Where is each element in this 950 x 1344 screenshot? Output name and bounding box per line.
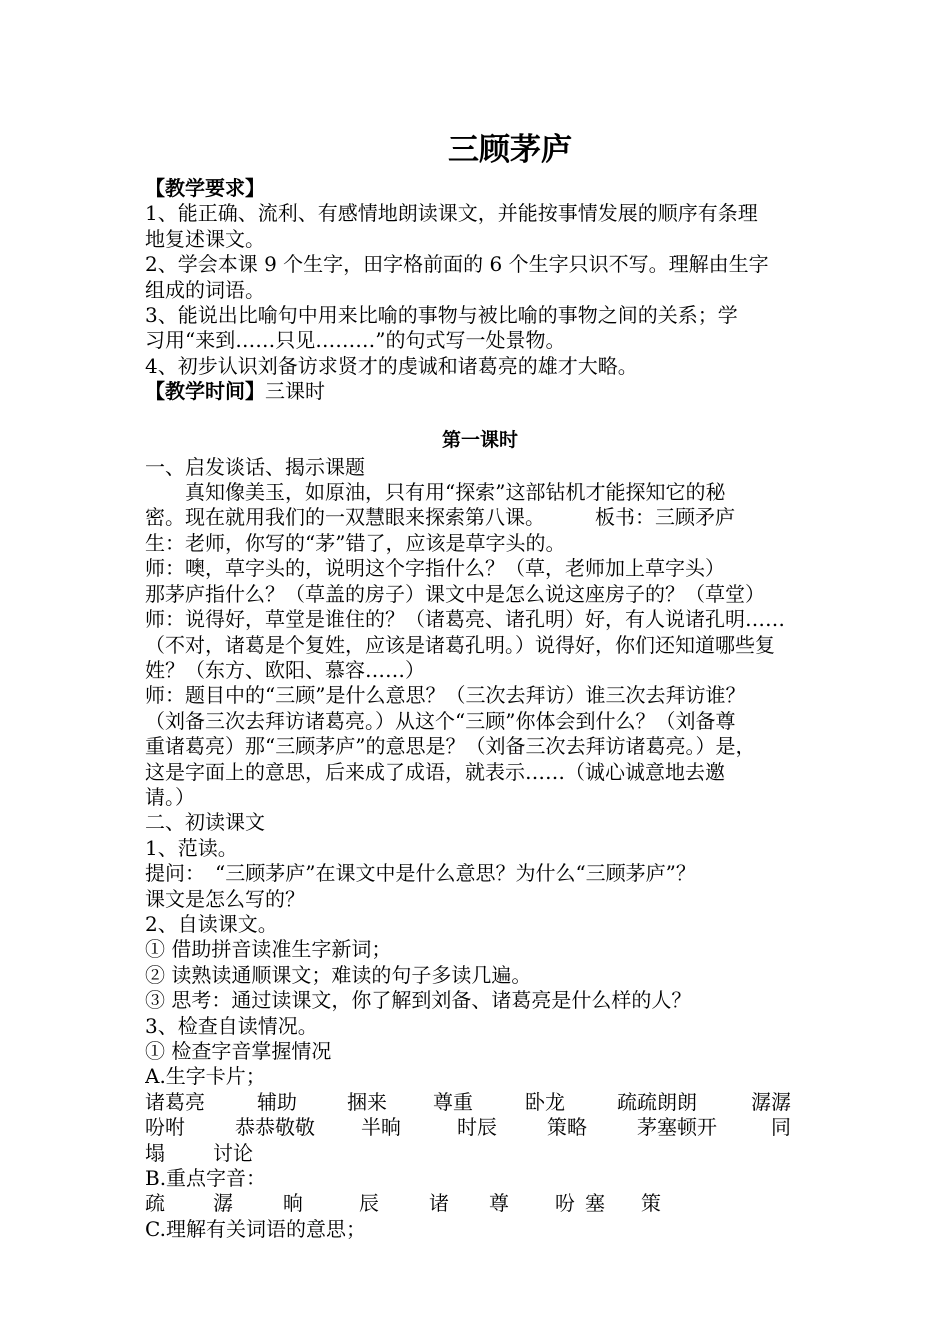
key-character: 策 <box>641 1191 661 1216</box>
lesson-heading: 第一课时 <box>441 428 518 451</box>
word-card-row <box>145 1115 815 1140</box>
word-card: 策略 <box>547 1115 587 1140</box>
document-page <box>145 130 815 1242</box>
paragraph-line: 3、能说出比喻句中用来比喻的事物与被比喻的事物之间的关系；学 <box>145 303 738 328</box>
key-character: 诸 <box>429 1191 449 1216</box>
word-card: 疏疏朗朗 <box>617 1089 697 1114</box>
word-card: 潺潺 <box>751 1089 791 1114</box>
key-character: 塞 <box>585 1191 605 1216</box>
paragraph-line: 1、能正确、流利、有感情地朗读课文，并能按事情发展的顺序有条理 <box>145 201 758 226</box>
word-card: 诸葛亮 <box>145 1089 205 1114</box>
paragraph-line: 请。） <box>145 784 195 809</box>
paragraph-line: 地复述课文。 <box>145 226 265 251</box>
teaching-time-value: 三课时 <box>265 379 325 404</box>
key-character-row <box>145 1191 815 1216</box>
paragraph-line: 生：老师，你写的“茅”错了，应该是草字头的。 <box>145 530 566 555</box>
section-heading-time: 【教学时间】 <box>145 379 265 404</box>
word-card-row <box>145 1141 815 1166</box>
teaching-time-line <box>145 379 815 404</box>
paragraph-line: 课文是怎么写的？ <box>145 886 305 911</box>
word-card-row <box>145 1090 815 1115</box>
word-card: 卧龙 <box>525 1089 565 1114</box>
key-character: 尊 <box>489 1191 509 1216</box>
paragraph-line: ② 读熟读通顺课文；难读的句子多读几遍。 <box>145 962 532 987</box>
document-title: 三顾茅庐 <box>448 132 572 168</box>
paragraph-line: 这是字面上的意思，后来成了成语，就表示……（诚心诚意地去邀 <box>145 759 725 784</box>
paragraph-line: ① 借助拼音读准生字新词； <box>145 937 392 962</box>
word-card: 捆来 <box>347 1089 387 1114</box>
paragraph-line: 密。现在就用我们的一双慧眼来探索第八课。 板书：三顾矛庐 <box>145 505 735 530</box>
paragraph-line: （刘备三次去拜访诸葛亮。）从这个“三顾”你体会到什么？（刘备尊 <box>145 708 736 733</box>
paragraph-line: 一、启发谈话、揭示课题 <box>145 454 365 479</box>
paragraph-line: 师：题目中的“三顾”是什么意思？（三次去拜访）谁三次去拜访谁？ <box>145 683 746 708</box>
paragraph-line: 2、学会本课 9 个生字，田字格前面的 6 个生字只识不写。理解由生字 <box>145 252 769 277</box>
word-card: 塌 <box>145 1140 165 1165</box>
paragraph-line: 组成的词语。 <box>145 277 265 302</box>
paragraph-line: 1、范读。 <box>145 835 238 860</box>
paragraph-line: 二、初读课文 <box>145 810 265 835</box>
paragraph-line: 重诸葛亮）那“三顾茅庐”的意思是？（刘备三次去拜访诸葛亮。）是， <box>145 734 756 759</box>
word-card: 同 <box>771 1115 791 1140</box>
paragraph-line: 3、检查自读情况。 <box>145 1013 318 1038</box>
paragraph-line: A.生字卡片； <box>145 1064 266 1089</box>
word-card: 尊重 <box>433 1089 473 1114</box>
key-character: 辰 <box>359 1191 379 1216</box>
paragraph-line: ③ 思考：通过读课文，你了解到刘备、诸葛亮是什么样的人？ <box>145 988 692 1013</box>
paragraph-line: 姓？（东方、欧阳、慕容……） <box>145 657 425 682</box>
paragraph-line: 提问： “三顾茅庐”在课文中是什么意思？为什么“三顾茅庐”？ <box>145 861 696 886</box>
paragraph-line: C.理解有关词语的意思； <box>145 1216 366 1241</box>
key-character: 潺 <box>213 1191 233 1216</box>
word-card: 吩咐 <box>145 1115 185 1140</box>
key-character: 疏 <box>145 1191 165 1216</box>
word-card: 半晌 <box>361 1115 401 1140</box>
paragraph-line: 4、初步认识刘备访求贤才的虔诚和诸葛亮的雄才大略。 <box>145 353 638 378</box>
paragraph-line: （不对，诸葛是个复姓，应该是诸葛孔明。）说得好，你们还知道哪些复 <box>145 632 775 657</box>
paragraph-line: 习用“来到……只见………”的句式写一处景物。 <box>145 328 566 353</box>
word-card: 茅塞顿开 <box>637 1115 717 1140</box>
word-card: 时辰 <box>457 1115 497 1140</box>
paragraph-line: 那茅庐指什么？（草盖的房子）课文中是怎么说这座房子的？（草堂） <box>145 581 765 606</box>
paragraph-line: ① 检查字音掌握情况 <box>145 1039 332 1063</box>
word-card: 讨论 <box>213 1140 253 1165</box>
key-character: 吩 <box>555 1191 575 1216</box>
paragraph-line: B.重点字音： <box>145 1166 267 1191</box>
paragraph-line: 2、自读课文。 <box>145 911 278 936</box>
paragraph-line: 真知像美玉，如原油，只有用“探索”这部钻机才能探知它的秘 <box>185 480 726 505</box>
paragraph-line: 师：说得好，草堂是谁住的？（诸葛亮、诸孔明）好，有人说诸孔明…… <box>145 607 785 632</box>
paragraph-line: 师：噢，草字头的，说明这个字指什么？（草，老师加上草字头） <box>145 556 725 581</box>
word-card: 辅助 <box>257 1089 297 1114</box>
key-character: 晌 <box>283 1191 303 1216</box>
section-heading-requirements: 【教学要求】 <box>145 176 265 200</box>
word-card: 恭恭敬敬 <box>235 1115 315 1140</box>
